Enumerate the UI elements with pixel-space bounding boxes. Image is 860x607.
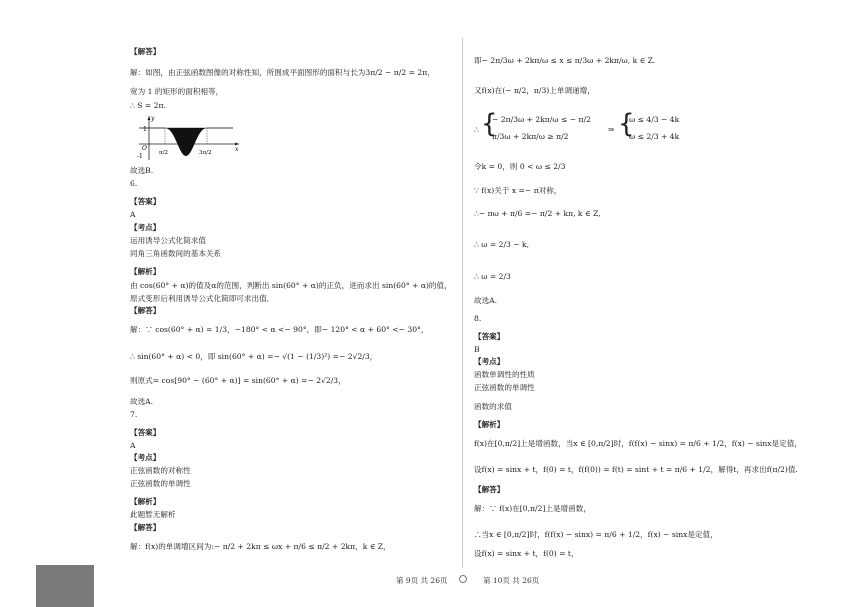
page-footer-right: 第 10页 共 26页 bbox=[483, 576, 540, 585]
topic-text: 正弦函数的单调性 bbox=[474, 383, 535, 392]
left-brace: { bbox=[481, 109, 498, 139]
tick-label: π/2 bbox=[159, 150, 168, 156]
tick-label: 1 bbox=[143, 126, 147, 133]
topic-text: 正弦函数的单调性 bbox=[130, 479, 191, 488]
solution-text: ∴ ω = 2/3 bbox=[474, 272, 511, 281]
tick-label: 3π/2 bbox=[199, 150, 212, 156]
axis-label: x bbox=[235, 146, 239, 153]
section-heading: 【答案】 bbox=[474, 332, 505, 341]
inequality-line: ω ≤ 2/3 + 4k bbox=[629, 132, 680, 141]
inequality-line: − 2π/3ω + 2kπ/ω ≤ − π/2 bbox=[492, 115, 591, 124]
section-heading: 【考点】 bbox=[474, 357, 505, 366]
inequality-line: ω ≤ 4/3 − 4k bbox=[629, 115, 680, 124]
solution-text: 宽为 1 的矩形的面积相等， bbox=[130, 87, 224, 96]
solution-text: ∴ sin(60° + α) < 0，即 sin(60° + α) =− √(1 − (1/3)²) =− 2√2/3， bbox=[130, 352, 378, 361]
page-footer-left: 第 9页 共 26页 bbox=[396, 576, 448, 585]
answer-text: B bbox=[474, 345, 480, 354]
solution-text: 则原式= cos[90° − (60° + α)] = sin(60° + α) =− 2√2/3， bbox=[130, 376, 346, 385]
solution-text: 解：f(x)的单调增区间为:− π/2 + 2kπ ≤ ωx + π/6 ≤ π/2 + 2kπ，k ∈ Z， bbox=[130, 542, 391, 551]
analysis-text: f(x)在[0,π/2]上是增函数，当x ∈ [0,π/2]时，f(f(x) − sinx) = π/6 + 1/2，f(x) − sinx是定值， bbox=[474, 439, 802, 448]
section-heading: 【考点】 bbox=[130, 223, 161, 232]
section-heading: 【解答】 bbox=[474, 485, 505, 494]
tick-label: -1 bbox=[137, 153, 143, 160]
analysis-text: 此题暂无解析 bbox=[130, 510, 176, 519]
therefore-symbol: ∴ bbox=[474, 125, 479, 134]
implies-symbol: ⇒ bbox=[608, 125, 615, 134]
answer-text: A bbox=[130, 441, 136, 450]
solution-text: ∴ ω = 2/3 − k, bbox=[474, 240, 530, 249]
solution-text: 设f(x) = sinx + t，f(0) = t， bbox=[474, 549, 579, 558]
topic-text: 同角三角函数间的基本关系 bbox=[130, 249, 222, 258]
left-brace: { bbox=[618, 109, 635, 139]
topic-text: 函数单调性的性质 bbox=[474, 370, 535, 379]
gray-block bbox=[36, 565, 94, 607]
section-heading: 【考点】 bbox=[130, 453, 161, 462]
answer-text: A bbox=[130, 210, 136, 219]
topic-text: 正弦函数的对称性 bbox=[130, 466, 191, 475]
question-number: 7. bbox=[130, 410, 138, 419]
question-number: 6. bbox=[130, 179, 138, 188]
section-heading: 【解答】 bbox=[130, 306, 161, 315]
solution-text: ∴− πω + π/6 =− π/2 + kπ, k ∈ Z, bbox=[474, 209, 601, 218]
solution-text: 故选A. bbox=[474, 296, 498, 305]
axis-label: y bbox=[151, 115, 155, 122]
solution-text: 解：如图，由正弦函数图像的对称性知，所围成平面图形的面积与长为3π/2 − π/2 = 2π， bbox=[130, 68, 435, 77]
topic-text: 函数的求值 bbox=[474, 402, 512, 411]
solution-text: 解：∵ f(x)在[0,π/2]上是增函数， bbox=[474, 504, 591, 513]
analysis-text: 设f(x) = sinx + t，f(0) = t，f(f(0)) = f(t) = sint + t = π/6 + 1/2，解得t，再求出f(π/2)值. bbox=[474, 465, 798, 474]
section-heading: 【答案】 bbox=[130, 197, 161, 206]
section-heading: 【解答】 bbox=[130, 47, 161, 56]
section-heading: 【解析】 bbox=[130, 267, 161, 276]
solution-text: ∴ S = 2π. bbox=[130, 101, 166, 110]
solution-text: ∴当x ∈ [0,π/2]时，f(f(x) − sinx) = π/6 + 1/2，f(x) − sinx是定值， bbox=[474, 530, 718, 539]
section-heading: 【解析】 bbox=[474, 420, 505, 429]
footer-separator-icon bbox=[459, 575, 467, 583]
solution-text: 令k = 0，则 0 < ω ≤ 2/3 bbox=[474, 162, 566, 171]
solution-text: 即− 2π/3ω + 2kπ/ω ≤ x ≤ π/3ω + 2kπ/ω, k ∈ Z. bbox=[474, 56, 656, 65]
analysis-text: 由 cos(60° + α)的值及α的范围，判断出 sin(60° + α)的正负，进而求出 sin(60° + α)的值， bbox=[130, 281, 452, 290]
solution-text: 解：∵ cos(60° + α) = 1/3，−180° < α <− 90°，即− 120° < α + 60° <− 30°， bbox=[130, 325, 429, 334]
solution-text: 故选B. bbox=[130, 166, 154, 175]
question-number: 8. bbox=[474, 314, 482, 323]
sine-area-figure bbox=[135, 114, 243, 162]
solution-text: 故选A. bbox=[130, 397, 154, 406]
analysis-text: 原式变形后利用诱导公式化简即可求出值． bbox=[130, 294, 275, 303]
section-heading: 【解答】 bbox=[130, 523, 161, 532]
section-heading: 【解析】 bbox=[130, 497, 161, 506]
solution-text: 又f(x)在(− π/2，π/3)上单调递增， bbox=[474, 86, 595, 95]
topic-text: 运用诱导公式化简求值 bbox=[130, 236, 206, 245]
section-heading: 【答案】 bbox=[130, 428, 161, 437]
origin-label: O bbox=[142, 145, 147, 152]
inequality-line: π/3ω + 2kπ/ω ≥ π/2 bbox=[492, 132, 569, 141]
column-divider bbox=[462, 38, 463, 568]
solution-text: ∵ f(x)关于 x =− π对称， bbox=[474, 186, 562, 195]
